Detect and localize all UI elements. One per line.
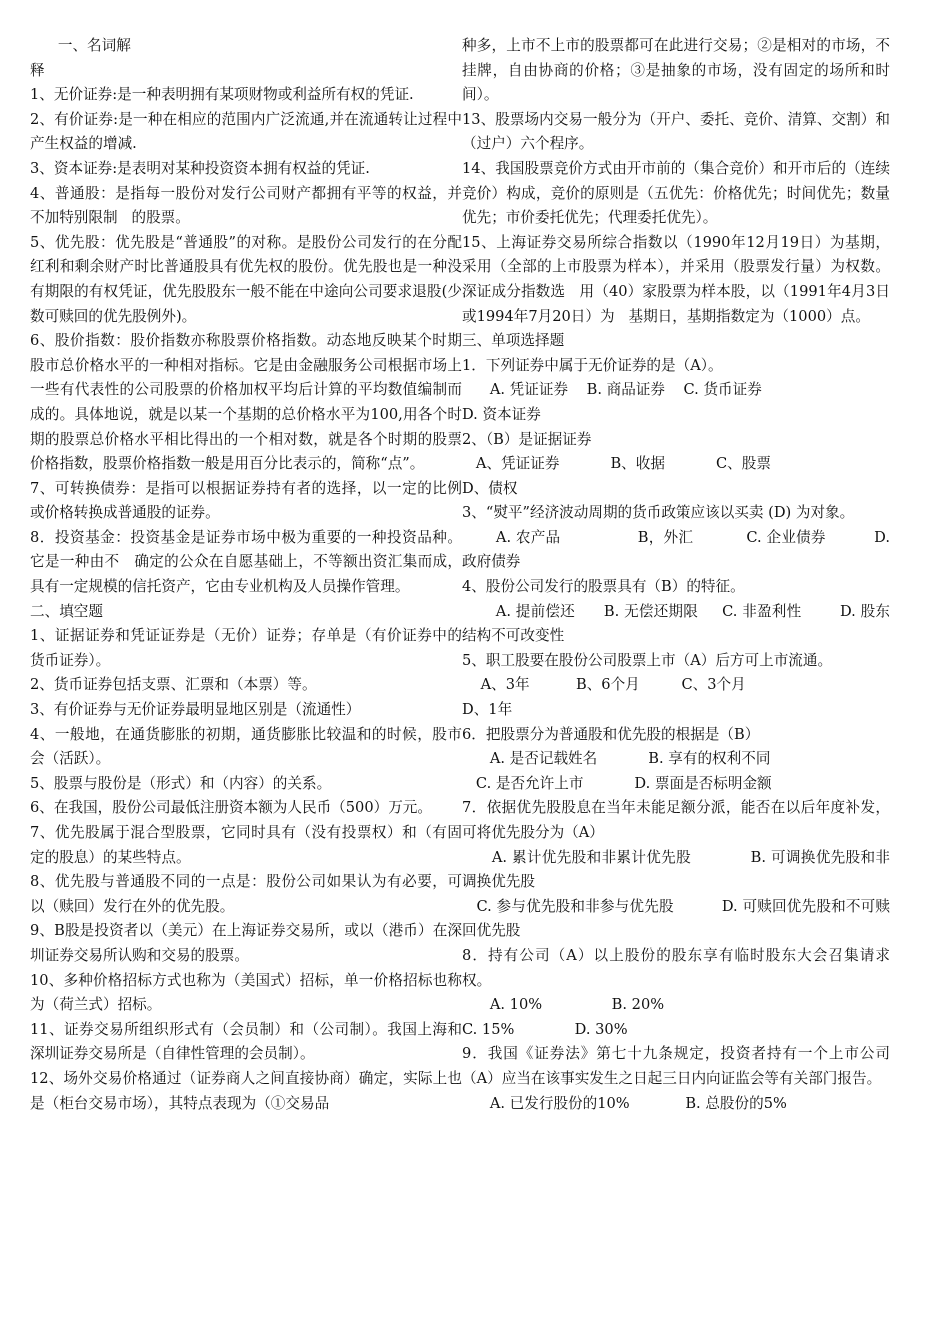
text-paragraph: 1、证据证券和凭证证券是（无价）证券；存单是（有价证券中的货币证券）。: [30, 627, 462, 669]
text-paragraph: 8．投资基金：投资基金是证券市场中极为重要的一种投资品种。它是一种由不 确定的公众在自愿基础上，不等额出资汇集而成，具有一定规模的信托资产，它由专业机构及人员操作管理。: [30, 528, 462, 596]
text-paragraph: D. 资本证券: [462, 405, 541, 423]
text-paragraph: A. 是否记载姓名 B. 享有的权利不同: [462, 750, 771, 768]
text-paragraph: 1．下列证券中属于无价证券的是（A）。: [462, 356, 723, 374]
text-paragraph: A. 累计优先股和非累计优先股 B. 可调换优先股和非调换优先股: [462, 848, 890, 891]
left-column: [30, 34, 462, 1116]
text-paragraph: 5、股票与股份是（形式）和（内容）的关系。: [30, 774, 332, 792]
text-paragraph: 4、一般地，在通货膨胀的初期，通货膨胀比较温和的时候，股市会（活跃）。: [30, 725, 462, 768]
text-paragraph: A. 已发行股份的10% B. 总股份的5%: [462, 1094, 787, 1112]
text-paragraph: 6、在我国，股份公司最低注册资本额为人民币（500）万元。: [30, 799, 432, 817]
text-paragraph: 9．我国《证券法》第七十九条规定，投资者持有一个上市公司（A）应当在该事实发生之日起三日内向证监会等有关部门报告。: [462, 1045, 890, 1087]
text-paragraph: A. 凭证证券 B. 商品证券 C. 货币证券: [462, 381, 762, 399]
text-paragraph: 5、优先股：优先股是“普通股”的对称。是股份公司发行的在分配红利和剩余财产时比普通股具有优先权的股份。优先股也是一种没有期限的有权凭证，优先股股东一般不能在中途向公司要求退股(少数可赎回的优先股例外)。: [30, 233, 462, 325]
right-column: [462, 34, 895, 1116]
text-paragraph: 三、单项选择题: [462, 332, 565, 350]
text-paragraph: 3、资本证券:是表明对某种投资资本拥有权益的凭证.: [30, 159, 370, 177]
text-paragraph: 15、上海证券交易所综合指数以（1990年12月19日）为基期，采用（全部的上市股票为样本），并采用（股票发行量）为权数。深证成分指数选 用（40）家股票为样本股，以（1991年4月3日或1994年7月20日）为 基期日，基期指数定为（1000）点。: [462, 233, 890, 325]
text-paragraph: 10、多种价格招标方式也称为（美国式）招标，单一价格招标也称为（荷兰式）招标。: [30, 971, 462, 1014]
text-paragraph: D、1年: [462, 701, 513, 719]
text-paragraph: 12、场外交易价格通过（证券商人之间直接协商）确定，实际上也是（柜台交易市场），其特点表现为（①交易品: [30, 1069, 462, 1112]
text-paragraph: 释: [30, 61, 45, 79]
text-paragraph: 7、优先股属于混合型股票，它同时具有（没有投票权）和（有固定的股息）的某些特点。: [30, 824, 462, 866]
text-paragraph: A. 提前偿还 B. 无偿还期限 C. 非盈利性 D. 股东结构不可改变性: [462, 602, 890, 645]
text-paragraph: C. 15% D. 30%: [462, 1020, 628, 1038]
text-paragraph: A、凭证证券 B、收据 C、股票: [462, 455, 771, 473]
text-paragraph: 11、证券交易所组织形式有（会员制）和（公司制）。我国上海和深圳证券交易所是（自律性管理的会员制）。: [30, 1020, 462, 1063]
text-paragraph: A、3年 B、6个月 C、3个月: [462, 676, 746, 694]
text-paragraph: 2、有价证券:是一种在相应的范围内广泛流通,并在流通转让过程中产生权益的增减.: [30, 110, 462, 153]
text-paragraph: 6、股价指数：股价指数亦称股票价格指数。动态地反映某个时期股市总价格水平的一种相对指标。它是由金融服务公司根据市场上一些有代表性的公司股票的价格加权平均后计算的平均数值编制而成的。具体地说，就是以某一个基期的总价格水平为100,用各个时期的股票总价格水平相比得出的一个相对数，就是各个时期的股票价格指数，股票价格指数一般是用百分比表示的，简称“点”。: [30, 332, 462, 473]
text-paragraph: 6．把股票分为普通股和优先股的根据是（B）: [462, 725, 760, 743]
text-paragraph: 9、B股是投资者以（美元）在上海证券交易所，或以（港币）在深圳证券交易所认购和交易的股票。: [30, 922, 462, 964]
text-paragraph: 8、优先股与普通股不同的一点是：股份公司如果认为有必要，可以（赎回）发行在外的优先股。: [30, 873, 462, 915]
text-paragraph: 14、我国股票竞价方式由开市前的（集合竞价）和开市后的（连续竞价）构成，竞价的原则是（五优先：价格优先；时间优先；数量优先；市价委托优先；代理委托优先）。: [462, 159, 890, 227]
text-paragraph: 1、无价证券:是一种表明拥有某项财物或利益所有权的凭证.: [30, 86, 414, 104]
text-paragraph: C. 是否允许上市 D. 票面是否标明金额: [462, 774, 772, 792]
text-paragraph: 种多，上市不上市的股票都可在此进行交易；②是相对的市场，不挂牌，自由协商的价格；③是抽象的市场，没有固定的场所和时间）。: [462, 37, 890, 104]
text-paragraph: 3、有价证券与无价证券最明显地区别是（流通性）: [30, 701, 361, 719]
text-paragraph: 7、可转换债券：是指可以根据证券持有者的选择，以一定的比例或价格转换成普通股的证券。: [30, 479, 462, 522]
text-paragraph: 2、货币证券包括支票、汇票和（本票）等。: [30, 676, 317, 694]
text-paragraph: 一、名词解: [30, 37, 131, 54]
text-paragraph: 二、填空题: [30, 602, 103, 620]
text-paragraph: 8．持有公司（A）以上股份的股东享有临时股东大会召集请求权。: [462, 946, 890, 989]
text-paragraph: 4、普通股：是指每一股份对发行公司财产都拥有平等的权益，并不加特别限制 的股票。: [30, 184, 462, 227]
text-paragraph: 13、股票场内交易一般分为（开户、委托、竞价、清算、交割）和（过户）六个程序。: [462, 110, 890, 153]
text-paragraph: 3、“熨平”经济波动周期的货币政策应该以买卖 (D) 为对象。: [462, 504, 855, 522]
text-paragraph: 5、职工股要在股份公司股票上市（A）后方可上市流通。: [462, 651, 833, 669]
text-paragraph: 7．依据优先股股息在当年未能足额分派，能否在以后年度补发，可将优先股分为（A）: [462, 799, 890, 841]
text-paragraph: D、债权: [462, 479, 518, 497]
text-paragraph: A. 10% B. 20%: [462, 996, 665, 1014]
text-paragraph: 2、（B）是证据证券: [462, 430, 592, 448]
text-paragraph: C. 参与优先股和非参与优先股 D. 可赎回优先股和不可赎回优先股: [462, 897, 890, 940]
text-paragraph: 4、股份公司发行的股票具有（B）的特征。: [462, 578, 745, 596]
text-paragraph: A. 农产品 B，外汇 C. 企业债券 D. 政府债券: [462, 528, 895, 571]
